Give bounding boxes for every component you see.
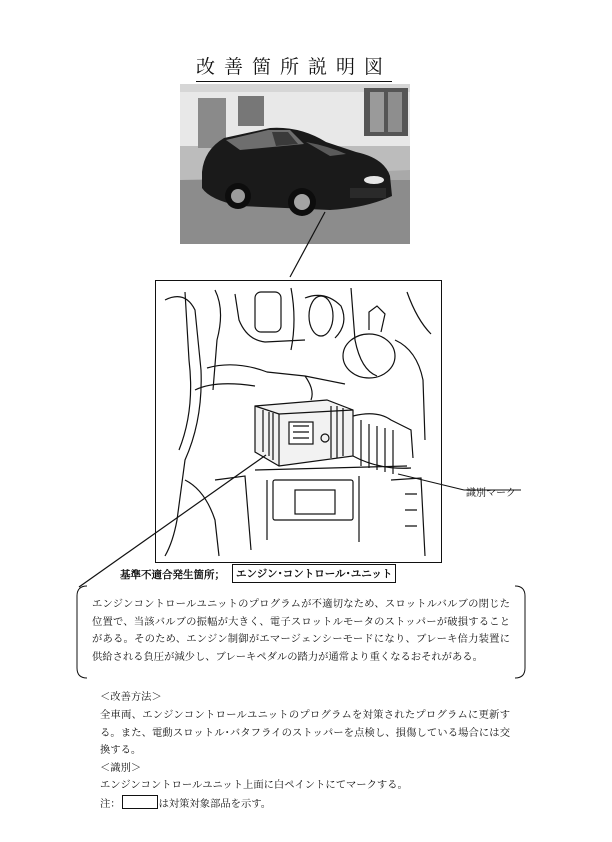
- improvement-text: 全車両、エンジンコントロールユニットのプログラムを対策されたプログラムに更新する。また、電動スロットル･バタフライのストッパーを点検し、損傷している場合には交換する。: [100, 709, 510, 756]
- nonconformity-location: エンジン･コントロール･ユニット: [232, 564, 396, 583]
- note-suffix: は対策対象部品を示す。: [158, 798, 272, 810]
- improvement-heading: ＜改善方法＞: [100, 691, 162, 703]
- note-prefix: 注：: [100, 798, 121, 810]
- nonconformity-label: 基準不適合発生箇所；: [120, 569, 225, 581]
- target-part-box: [122, 795, 158, 809]
- identification-heading: ＜識別＞: [100, 762, 142, 774]
- identification-mark-label: 識別マーク: [466, 488, 516, 499]
- identification-text: エンジンコントロールユニット上面に白ペイントにてマークする。: [100, 779, 408, 791]
- page-title: 改善箇所説明図: [196, 52, 392, 82]
- note: [100, 795, 271, 814]
- defect-description: エンジンコントロールユニットのプログラムが不適切なため、スロットルバルブの閉じた位置で、当該バルブの振幅が大きく、電子スロットルモータのストッパーが破損することがある。そのため、エンジン制御がエマージェンシーモードになり、ブレーキ倍力装置に供給される負圧が減少し、ブレーキペダルの踏力が通常より重くなるおそれがある。: [92, 598, 510, 663]
